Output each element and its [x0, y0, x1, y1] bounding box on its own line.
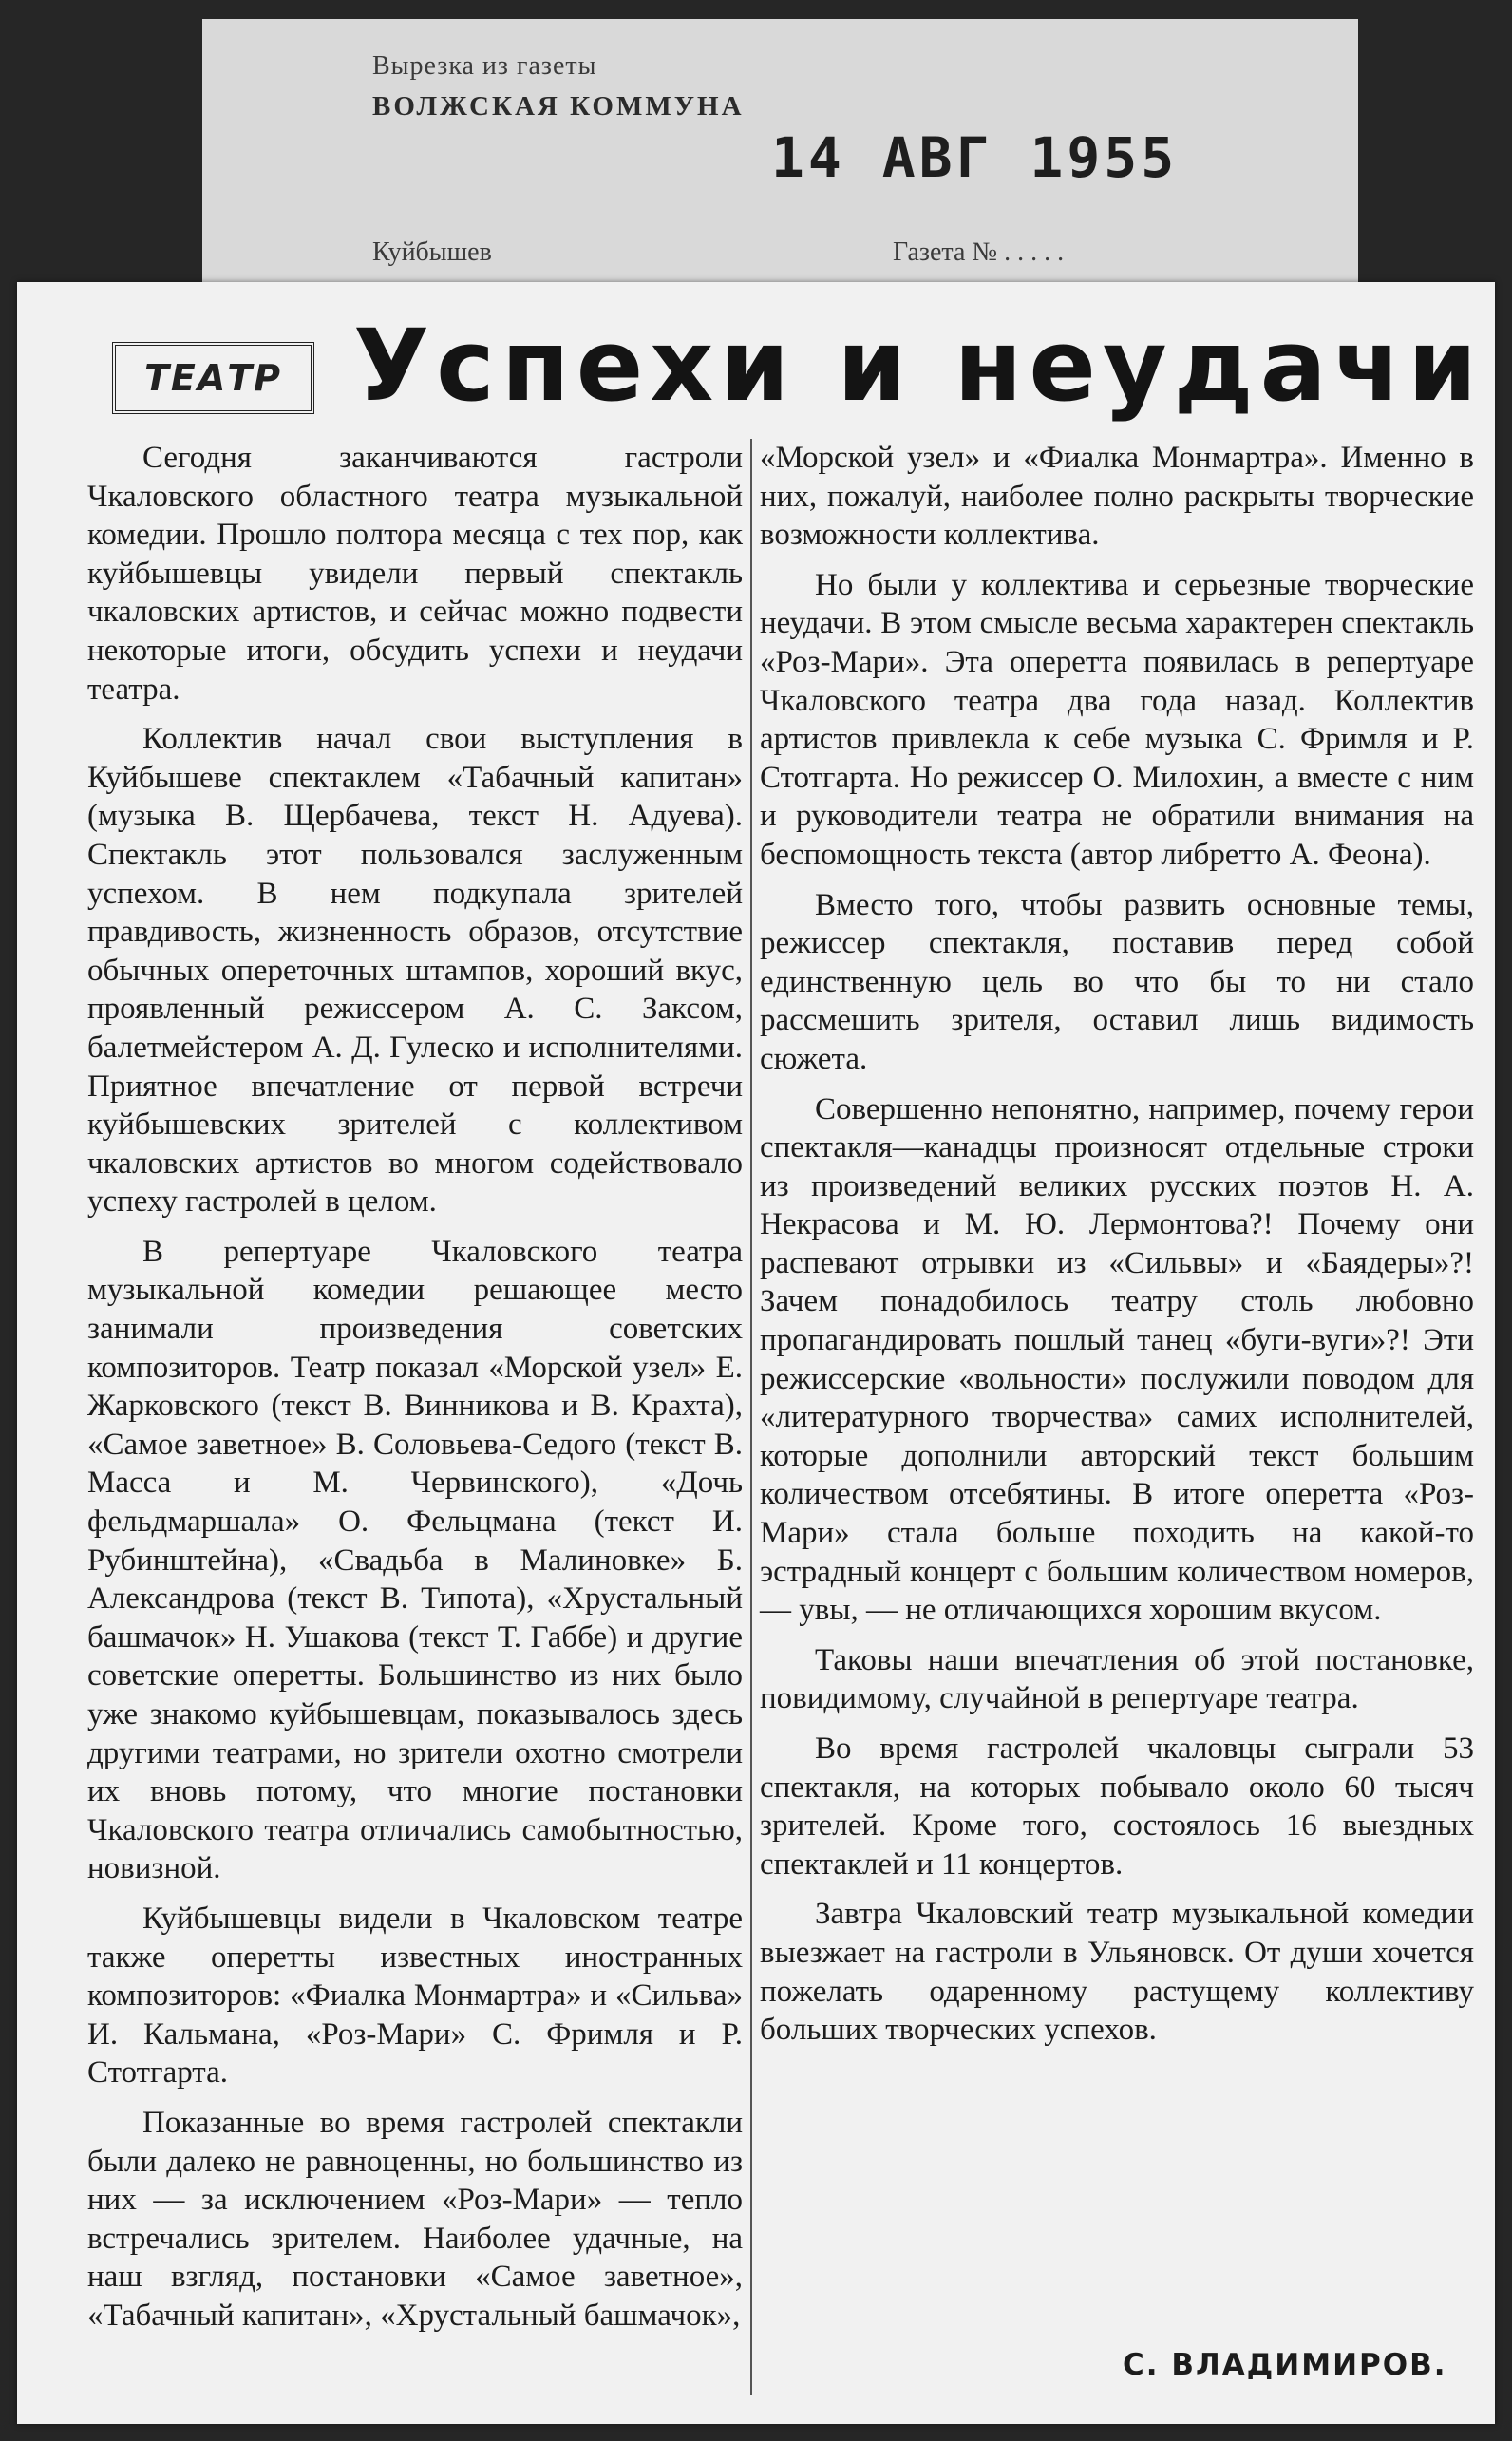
article-paragraph: Во время гастролей чкаловцы сыграли 53 спектакля, на которых побывало около 60 тысяч зрителей. Кроме того, состоялось 16 выездных спектаклей и 11 концертов.: [760, 1731, 1474, 1882]
gazette-number-label: Газета № . . . . .: [893, 237, 1065, 267]
article-paragraph: Но были у коллектива и серьезные творческие неудачи. В этом смысле весьма характерен спектакль «Роз-Мари». Эта оперетта появилась в репертуаре Чкаловского театра два года назад. Коллектив артистов привлекла к себе музыка С. Фримля и Р. Стотгарта. Но режиссер О. Милохин, а вместе с ним и руководители театра не обратили внимания на беспомощность текста (автор либретто А. Феона).: [760, 567, 1474, 872]
date-stamp: 14 АВГ 1955: [771, 125, 1179, 190]
city-label: Куйбышев: [372, 237, 492, 267]
article-column-left: [87, 439, 743, 2347]
author-signature: С. ВЛАДИМИРОВ.: [1123, 2348, 1447, 2382]
article-paragraph: «Морской узел» и «Фиалка Монмартра». Именно в них, пожалуй, наиболее полно раскрыты творческие возможности коллектива.: [760, 441, 1474, 553]
article-paragraph: Вместо того, чтобы развить основные темы, режиссер спектакля, поставив перед собой единственную цель во что бы то ни стало рассмешить зрителя, оставил лишь видимость сюжета.: [760, 887, 1474, 1076]
article-paragraph: Завтра Чкаловский театр музыкальной комедии выезжает на гастроли в Ульяновск. От души хочется пожелать одаренному растущему коллективу больших творческих успехов.: [760, 1897, 1474, 2048]
column-divider: [750, 439, 752, 2395]
article-paragraph: Совершенно непонятно, например, почему герои спектакля—канадцы произносят отдельные строки из произведений великих русских поэтов Н. А. Некрасова и М. Ю. Лермонтова?! Почему они распевают отрывки из «Сильвы» и «Баядеры»?! Зачем понадобилось театру столь любовно пропагандировать пошлый танец «буги-вуги»?! Эти режиссерские «вольности» послужили поводом для «литературного творчества» самих исполнителей, которые дополнили авторский текст большим количеством отсебятины. В итоге оперетта «Роз-Мари» стала больше походить на какой-то эстрадный концерт с большим количеством номеров, — увы, — не отличающихся хорошим вкусом.: [760, 1091, 1474, 1628]
article-paragraph: Таковы наши впечатления об этой постановке, повидимому, случайной в репертуаре театра.: [760, 1642, 1474, 1716]
section-rubric: ТЕАТР: [112, 342, 314, 414]
article-headline: Успехи и неудачи: [353, 308, 1484, 424]
clipping-source-label: Вырезка из газеты: [372, 51, 597, 81]
newspaper-name: ВОЛЖСКАЯ КОММУНА: [372, 91, 745, 122]
article-column-right: [760, 439, 1474, 2061]
article-paragraph: Показанные во время гастролей спектакли были далеко не равноценны, но большинство из них — за исключением «Роз-Мари» — тепло встречались зрителем. Наиболее удачные, на наш взгляд, постановки «Самое заветное», «Табачный капитан», «Хрустальный башмачок»,: [87, 2105, 743, 2333]
article-paragraph: Куйбышевцы видели в Чкаловском театре также оперетты известных иностранных композиторов: «Фиалка Монмартра» и «Сильва» И. Кальмана, «Роз-Мари» С. Фримля и Р. Стотгарта.: [87, 1901, 743, 2091]
article-paragraph: Сегодня заканчиваются гастроли Чкаловского областного театра музыкальной комедии. Прошло полтора месяца с тех пор, как куйбышевцы увидели первый спектакль чкаловских артистов, и сейчас можно подвести некоторые итоги, обсудить успехи и неудачи театра.: [87, 441, 743, 707]
article-paragraph: Коллектив начал свои выступления в Куйбышеве спектаклем «Табачный капитан» (музыка В. Щербачева, текст Н. Адуева). Спектакль этот пользовался заслуженным успехом. В нем подкупала зрителей правдивость, жизненность образов, отсутствие обычных опереточных штампов, хороший вкус, проявленный режиссером А. С. Заксом, балетмейстером А. Д. Гулеско и исполнителями. Приятное впечатление от первой встречи куйбышевских зрителей с коллективом чкаловских артистов во многом содействовало успеху гастролей в целом.: [87, 722, 743, 1220]
article-paragraph: В репертуаре Чкаловского театра музыкальной комедии решающее место занимали произведения советских композиторов. Театр показал «Морской узел» Е. Жарковского (текст В. Винникова и В. Крахта), «Самое заветное» В. Соловьева-Седого (текст В. Масса и М. Червинского), «Дочь фельдмаршала» О. Фельцмана (текст И. Рубинштейна), «Свадьба в Малиновке» Б. Александрова (текст В. Типота), «Хрустальный башмачок» Н. Ушакова (текст Т. Габбе) и другие советские оперетты. Большинство из них было уже знакомо куйбышевцам, показывалось здесь другими театрами, но зрители охотно смотрели их вновь потому, что многие постановки Чкаловского театра отличались самобытностью, новизной.: [87, 1234, 743, 1886]
